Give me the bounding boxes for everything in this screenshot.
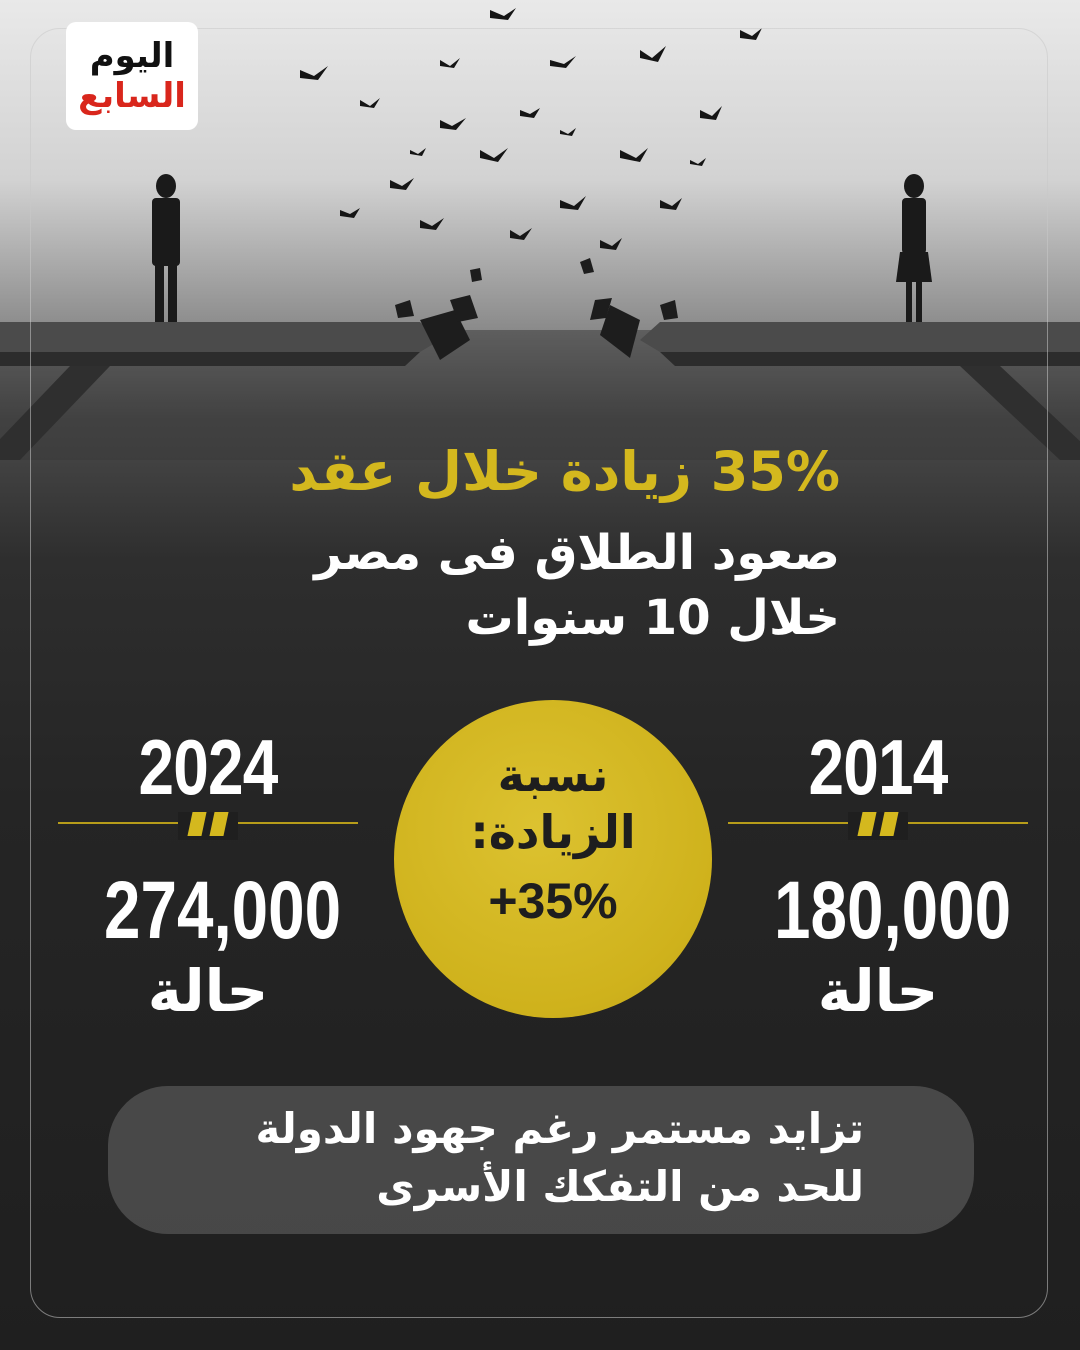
footer-line-2: للحد من التفكك الأسرى — [376, 1162, 864, 1211]
headline-highlight: 35% زيادة خلال عقد — [289, 440, 840, 503]
stat-count: 274,000 — [104, 865, 342, 956]
increase-value: +35% — [488, 873, 618, 929]
headline-line-2: صعود الطلاق فى مصر — [314, 525, 840, 581]
stat-count: 180,000 — [774, 865, 1012, 956]
headline-line-3: خلال 10 سنوات — [465, 590, 840, 646]
quote-mark-icon — [178, 812, 238, 840]
quote-mark-icon — [848, 812, 908, 840]
stat-unit: حالة — [147, 957, 269, 1025]
stat-year: 2024 — [138, 723, 278, 811]
stat-year: 2014 — [808, 723, 948, 811]
increase-label-1: نسبة — [497, 748, 609, 802]
newspaper-logo — [66, 22, 198, 130]
footer-line-1: تزايد مستمر رغم جهود الدولة — [255, 1104, 864, 1153]
stat-unit: حالة — [817, 957, 939, 1025]
logo-line-1: اليوم — [89, 36, 175, 76]
footer-banner — [108, 1086, 974, 1234]
increase-label-2: الزيادة: — [470, 805, 636, 859]
logo-line-2: السابع — [78, 76, 186, 116]
increase-badge — [394, 700, 712, 1018]
